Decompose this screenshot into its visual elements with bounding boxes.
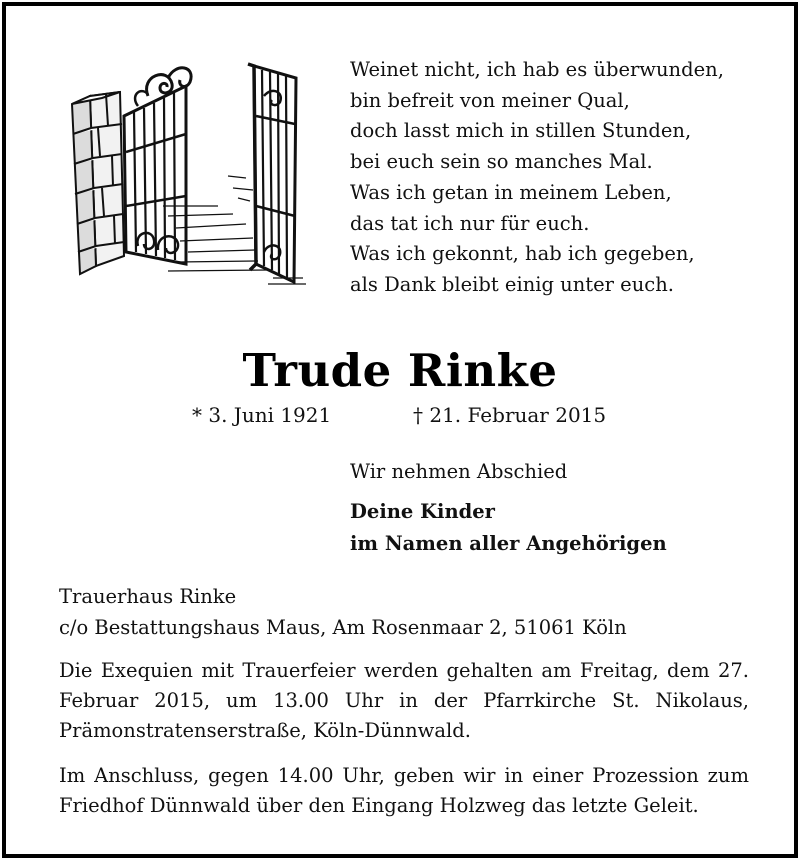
ground-hatching — [163, 176, 306, 284]
address-line: c/o Bestattungshaus Maus, Am Rosenmaar 2, 51061 Köln — [59, 616, 627, 639]
poem-line: bei euch sein so manches Mal. — [350, 150, 653, 174]
poem-line: Was ich gekonnt, hab ich gegeben, — [350, 242, 695, 266]
deceased-name: Trude Rinke — [242, 344, 558, 397]
obituary-frame — [2, 2, 798, 858]
signatory-line: Deine Kinder — [350, 500, 495, 523]
poem-line: bin befreit von meiner Qual, — [350, 88, 630, 112]
address-line: Trauerhaus Rinke — [59, 585, 237, 608]
open-gate-icon — [68, 56, 308, 291]
poem-line: Weinet nicht, ich hab es überwunden, — [350, 58, 724, 81]
poem — [350, 55, 724, 301]
left-gate-leaf — [124, 68, 191, 264]
poem-line: als Dank bleibt einig unter euch. — [350, 272, 674, 296]
poem-line: das tat ich nur für euch. — [350, 211, 590, 235]
funeral-service-paragraph: Die Exequien mit Trauerfeier werden gehalten am Freitag, dem 27. Februar 2015, um 13.00 Uhr in der Pfarrkirche St. Nikolaus, Prämonstratenserstraße, Köln-Dünnwald. — [59, 659, 749, 742]
poem-line: doch lasst mich in stillen Stunden, — [350, 119, 692, 143]
poem-line: Was ich getan in meinem Leben, — [350, 180, 672, 204]
death-date: † 21. Februar 2015 — [413, 403, 607, 427]
signatory-line: im Namen aller Angehörigen — [350, 532, 667, 555]
procession-paragraph: Im Anschluss, gegen 14.00 Uhr, geben wir in einer Prozession zum Friedhof Dünnwald über den Eingang Holzweg das letzte Geleit. — [59, 764, 749, 817]
signatories — [350, 496, 667, 560]
farewell-text: Wir nehmen Abschied — [350, 460, 568, 483]
mourning-house-address — [59, 581, 627, 643]
right-gate-leaf — [248, 64, 296, 282]
stone-pillar — [72, 92, 124, 274]
birth-date: * 3. Juni 1921 — [192, 403, 332, 427]
